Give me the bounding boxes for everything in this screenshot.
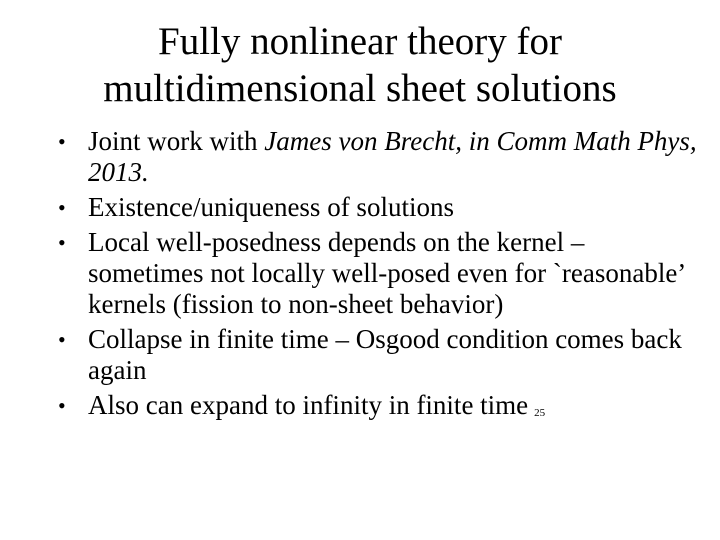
bullet-citation: James von Brecht, in Comm Math Phys, 2013. (88, 126, 697, 187)
bullet-text: Collapse in finite time – Osgood condition comes back again (88, 324, 682, 385)
bullet-dot-icon: • (58, 129, 66, 154)
bullet-item (58, 126, 698, 188)
bullet-dot-icon: • (58, 393, 66, 418)
bullet-dot-icon: • (58, 230, 66, 255)
bullet-item (58, 390, 698, 429)
bullet-text: Existence/uniqueness of solutions (88, 192, 454, 222)
slide-title (0, 18, 720, 112)
bullet-item (58, 324, 698, 386)
bullet-text: Joint work with (88, 126, 265, 156)
bullet-dot-icon: • (58, 195, 66, 220)
bullet-item (58, 227, 698, 320)
title-line-2: multidimensional sheet solutions (103, 67, 617, 110)
page-number: 25 (534, 407, 546, 419)
bullet-item (58, 192, 698, 223)
bullet-text: Also can expand to infinity in finite time (88, 390, 529, 420)
bullet-list (58, 126, 698, 433)
bullet-text: Local well-posedness depends on the kernel – sometimes not locally well-posed even for `reasonable’ kernels (fission to non-sheet behavior) (88, 227, 685, 319)
title-line-1: Fully nonlinear theory for (158, 20, 562, 63)
bullet-dot-icon: • (58, 327, 66, 352)
